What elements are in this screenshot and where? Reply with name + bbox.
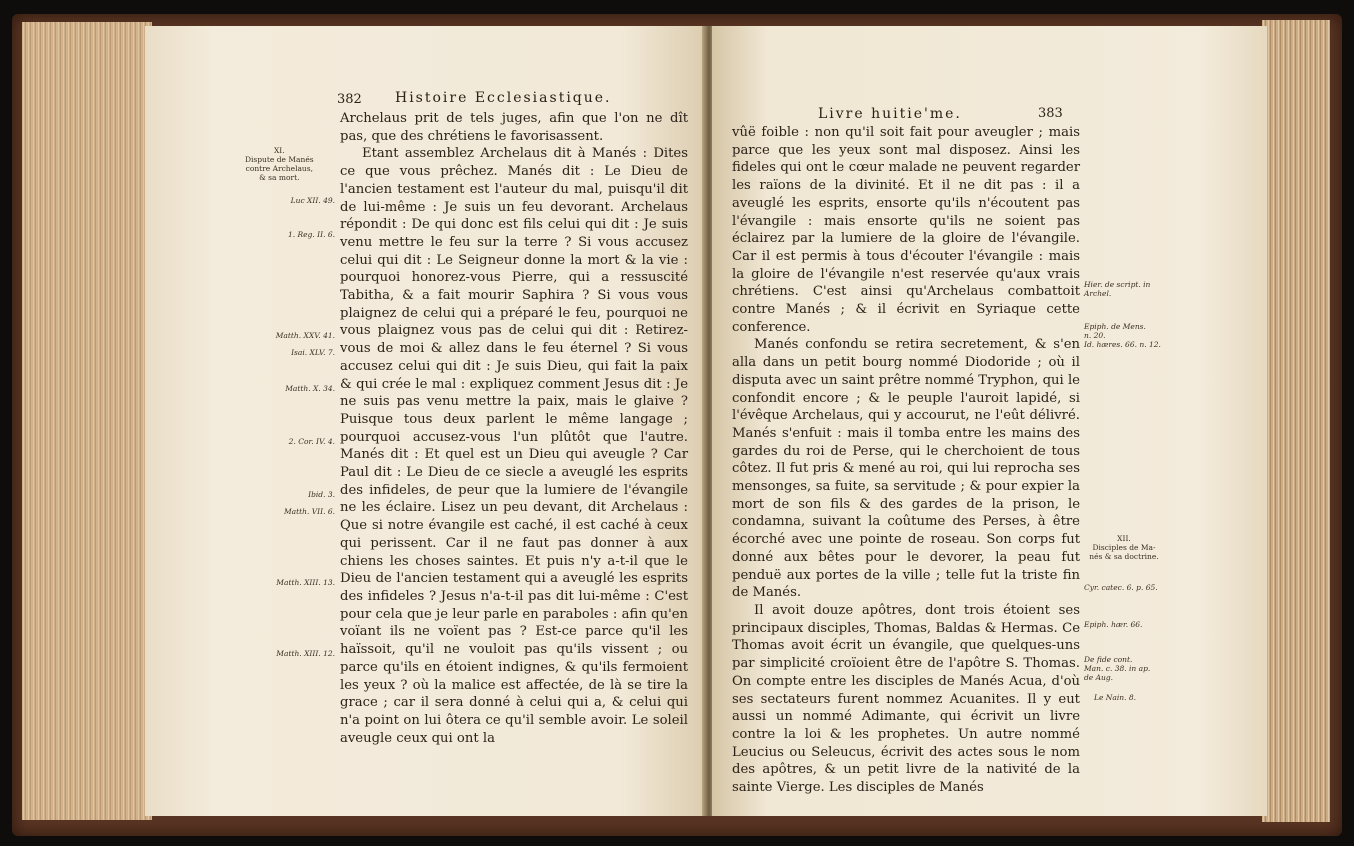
running-head: Histoire Ecclesiastique. [395,90,612,106]
paragraph: vûë foible : non qu'il soit fait pour aveugler ; mais parce que les yeux sont mal disposez. Ainsi les fideles qui ont le cœur malade ne peuvent regarder les raïons de la divinité. Et il ne dit pas : il a aveuglé les esprits, ensorte qu'ils n'écoutent pas l'évangile : mais ensorte qu'ils ne soient pas éclairez par la lumiere de la gloire de l'évangile. Car il est permis à tous d'écouter l'évangile : mais la gloire de l'évangile n'est reservée qu'aux vrais chrétiens. C'est ainsi qu'Archelaus combattoit contre Manés ; & il écrivit en Syriaque cette conference. [732,125,1080,335]
margin-note: De fide cont. Man. c. 38. in ap. de Aug. [1084,655,1151,682]
margin-note: Matth. XIII. 13. [276,578,335,587]
margin-note: Matth. XXV. 41. [275,331,335,340]
margin-note: Matth. VII. 6. [283,507,335,516]
margin-note-section: XI. Dispute de Manés contre Archelaus, & sa mort. [245,146,314,182]
right-body-text [732,124,1080,797]
margin-note: Le Nain. 8. [1094,693,1136,702]
paragraph: Etant assemblez Archelaus dit à Manés : Dites ce que vous prêchez. Manés dit : Le Dieu de l'ancien testament est l'auteur du mal, puisqu'il dit de lui-même : Je suis un feu devorant. Archelaus répondit : De qui donc est fils celui qui dit : Je suis venu mettre le feu sur la terre ? Si vous accusez celui qui dit : Le Seigneur donne la mort & la vie : pourquoi honorez-vous Pierre, qui a ressuscité Tabitha, & a fait mourir Saphira ? Si vous vous plaignez de celui qui a préparé le feu, pourquoi ne vous plaignez vous pas de celui qui dit : Retirez-vous de moi & allez dans le feu éternel ? Si vous accusez celui qui dit : Je suis Dieu, qui fait la paix & qui crée le mal : expliquez comment Jesus dit : Je ne suis pas venu mettre la paix, mais le glaive ? Puisque tous deux parlent le même langage ; pourquoi accusez-vous l'un plûtôt que l'autre. Manés dit : Et quel est un Dieu qui aveugle ? Car Paul dit : Le Dieu de ce siecle a aveuglé les esprits des infideles, de peur que la lumiere de l'évangile ne les éclaire. Lisez un peu devant, dit Archelaus : Que si notre évangile est caché, il est caché à ceux qui perissent. Car il ne faut pas donner à aux chiens les choses saintes. Et puis n'y a-t-il que le Dieu de l'ancien testament qui a aveuglé les esprits des infideles ? Jesus n'a-t-il pas dit lui-même : C'est pour cela que je leur parle en paraboles : afin qu'en voïant ils ne voïent pas ? Est-ce parce qu'il les haïssoit, qu'il ne vouloit pas qu'ils vissent ; ou parce qu'ils en étoient indignes, & qu'ils fermoient les yeux ? où la malice est affectée, de là se tire la grace ; car il sera donné à celui qui a, & celui qui n'a point on lui ôtera ce qu'il semble avoir. Le soleil aveugle ceux qui ont la [340,146,688,746]
right-page-edges [1262,20,1330,822]
margin-note: Epiph. de Mens. n. 20. Id. hæres. 66. n. 12. [1084,322,1161,349]
margin-note: 1. Reg. II. 6. [287,230,335,239]
margin-note: Ibid. 3. [308,490,335,499]
margin-note: Epiph. hær. 66. [1084,620,1143,629]
margin-note: Luc XII. 49. [290,196,335,205]
left-page [145,26,705,816]
left-body-text [340,110,688,747]
paragraph: Manés confondu se retira secretement, & s'en alla dans un petit bourg nommé Diodoride ; où il disputa avec un saint prêtre nommé Tryphon, qui le confondit encore ; & le peuple l'auroit lapidé, si l'évêque Archelaus, qui y accourut, ne l'eût délivré. Manés s'enfuit : mais il tomba entre les mains des gardes du roi de Perse, qui le cherchoient de tous côtez. Il fut pris & mené au roi, qui lui reprocha ses mensonges, sa fuite, sa servitude ; & pour expier la mort de son fils & des gardes de la prison, le condamna, suivant la coûtume des Perses, à être écorché avec une pointe de roseau. Son corps fut donné aux bêtes pour le devorer, la peau fut penduë aux portes de la ville ; telle fut la triste fin de Manés. [732,337,1080,601]
paragraph: Il avoit douze apôtres, dont trois étoient ses principaux disciples, Thomas, Baldas & Hermas. Ce Thomas avoit écrit un évangile, que quelques-uns par simplicité croïoient être de l'apôtre S. Thomas. On compte entre les disciples de Manés Acua, d'où ses sectateurs furent nommez Acuanites. Il y eut aussi un nommé Adimante, qui écrivit un livre contre la loi & les prophetes. Un autre nommé Leucius ou Seleucus, écrivit des actes sous le nom des apôtres, & un petit livre de la nativité de la sainte Vierge. Les disciples de Manés [732,602,1080,796]
right-page [712,26,1267,816]
margin-note: Cyr. catec. 6. p. 65. [1084,583,1158,592]
page-number: 383 [1038,106,1063,121]
running-head: Livre huitie'me. [818,106,962,122]
left-page-edges [22,22,152,820]
margin-note-section: XII. Disciples de Ma- nés & sa doctrine. [1089,534,1159,561]
paragraph: Archelaus prit de tels juges, afin que l'on ne dît pas, que des chrétiens le favorisassent. [340,111,688,144]
margin-note: Matth. XIII. 12. [276,649,335,658]
page-number: 382 [337,92,362,107]
margin-note: Hier. de script. in Archel. [1084,280,1151,298]
margin-note: Isai. XLV. 7. [291,348,335,357]
margin-note: 2. Cor. IV. 4. [288,437,335,446]
margin-note: Matth. X. 34. [285,384,335,393]
